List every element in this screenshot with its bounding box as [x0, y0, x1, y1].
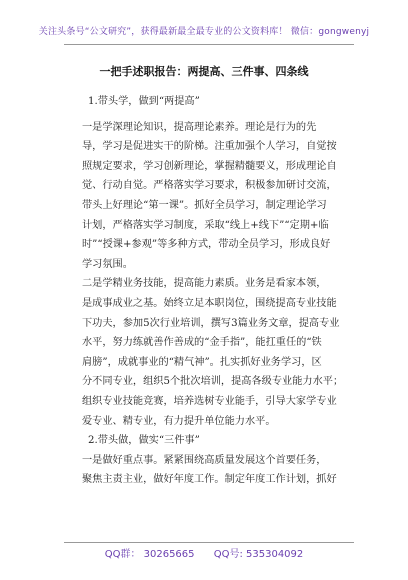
document-body: [82, 92, 368, 490]
document-title: 一把手述职报告：两提高、三件事、四条线: [99, 65, 309, 78]
paragraph-line: 照规定要求，学习创新理论，掌握精髓要义，形成理论自: [82, 160, 337, 172]
paragraph-line: 觉、行动自觉。严格落实学习要求，积极参加研讨交流，: [82, 180, 337, 192]
paragraph-line: 二是学精业务技能，提高能力素质。业务是看家本领，: [82, 278, 327, 290]
footer-divider: [64, 542, 354, 543]
paragraph-line: 下功夫，参加5次行业培训，撰写3篇业务文章，提高专业: [82, 317, 340, 329]
paragraph-line: 爱专业、精专业，有力提升单位能力水平。: [82, 415, 276, 427]
paragraph-line: 分不同专业，组织5个批次培训，提高各级专业能力水平；: [82, 376, 344, 388]
paragraph-line: 聚焦主责主业，做好年度工作。制定年度工作计划，抓好: [82, 474, 337, 486]
paragraph-line: 一是学深理论知识，提高理论素养。理论是行为的先: [82, 121, 317, 133]
qq-number-text: QQ号: 535304092: [213, 549, 304, 560]
paragraph-line: 导，学习是促进实干的阶梯。注重加强个人学习，自觉按: [82, 141, 337, 153]
section-heading-2: 2.带头做，做实“三件事”: [88, 435, 200, 447]
paragraph-line: 水平，努力练就善作善成的“金手指”，能扛重任的“铁: [82, 337, 322, 349]
paragraph-line: 学习氛围。: [82, 258, 133, 270]
paragraph-line: 带头上好理论“第一课”。抓好全员学习，制定理论学习: [82, 199, 327, 211]
paragraph-line: 肩膀”，成就事业的“精气神”。扎实抓好业务学习，区: [82, 356, 322, 368]
paragraph-line: 时”“授课+参观”等多种方式，带动全员学习，形成良好: [82, 239, 331, 251]
paragraph-line: 一是做好重点事。紧紧围绕高质量发展这个首要任务，: [82, 454, 327, 466]
paragraph-line: 组织专业技能竞赛，培养选树专业能手，引导大家学专业: [82, 395, 337, 407]
header-banner: 关注头条号“公文研究”，获得最新最全最专业的公文资料库！ 微信：gongwenyj: [38, 27, 370, 37]
qq-group-text: QQ群： 30265665: [104, 549, 195, 560]
section-heading-1: 1.带头学，做到“两提高”: [88, 96, 200, 107]
footer-contact: [0, 545, 408, 560]
header-divider: [64, 44, 354, 45]
paragraph-line: 计划，严格落实学习制度，采取“线上+线下”“定期+临: [82, 219, 329, 231]
paragraph-line: 是成事成业之基。始终立足本职岗位，围绕提高专业技能: [82, 297, 337, 309]
